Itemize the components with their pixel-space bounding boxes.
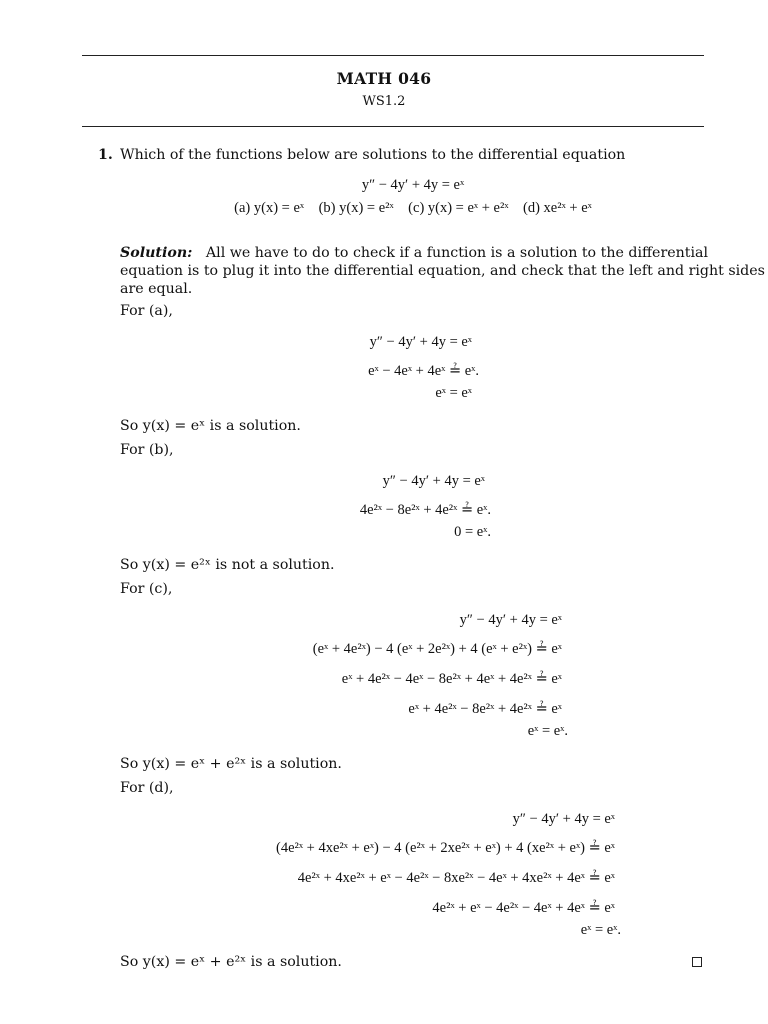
case-b-heading: For (b), xyxy=(120,442,174,458)
header-rule xyxy=(82,126,704,127)
top-rule xyxy=(82,55,704,56)
case-b-line: y″ − 4y′ + 4y = eˣ xyxy=(382,473,485,489)
case-c-line: y″ − 4y′ + 4y = eˣ xyxy=(459,612,562,628)
course-title: MATH 046 xyxy=(336,69,432,88)
case-d-line: y″ − 4y′ + 4y = eˣ xyxy=(512,811,615,827)
case-b-line: 4e²ˣ − 8e²ˣ + 4e²ˣ ≟ eˣ. xyxy=(359,502,491,518)
case-c-line: eˣ = eˣ. xyxy=(527,723,568,739)
case-c-line: (eˣ + 4e²ˣ) − 4 (eˣ + 2e²ˣ) + 4 (eˣ + e²ˣ) ≟ eˣ xyxy=(312,641,562,657)
case-a-line: y″ − 4y′ + 4y = eˣ xyxy=(369,334,472,350)
case-a-line: eˣ = eˣ xyxy=(435,385,472,401)
case-a-line: eˣ − 4eˣ + 4eˣ ≟ eˣ. xyxy=(368,363,479,379)
case-c-heading: For (c), xyxy=(120,581,173,597)
case-c-line: eˣ + 4e²ˣ − 4eˣ − 8e²ˣ + 4eˣ + 4e²ˣ ≟ eˣ xyxy=(341,671,562,687)
intro-line: All we have to do to check if a function is a solution to the differential xyxy=(205,245,709,261)
case-d-line: 4e²ˣ + eˣ − 4e²ˣ − 4eˣ + 4eˣ ≟ eˣ xyxy=(432,900,615,916)
case-a-conclusion: So y(x) = eˣ is a solution. xyxy=(120,418,301,434)
solution-label: Solution: xyxy=(120,245,193,261)
case-d-line: (4e²ˣ + 4xe²ˣ + eˣ) − 4 (e²ˣ + 2xe²ˣ + eˣ) + 4 (xe²ˣ + eˣ) ≟ eˣ xyxy=(276,840,615,856)
problem-prompt: Which of the functions below are solutions to the differential equation xyxy=(120,147,626,163)
case-b-line: 0 = eˣ. xyxy=(454,524,491,540)
case-d-line: eˣ = eˣ. xyxy=(580,922,621,938)
problem-number: 1. xyxy=(98,147,113,163)
case-b-conclusion: So y(x) = e²ˣ is not a solution. xyxy=(120,557,335,573)
case-c-conclusion: So y(x) = eˣ + e²ˣ is a solution. xyxy=(120,756,342,772)
case-d-line: 4e²ˣ + 4xe²ˣ + eˣ − 4e²ˣ − 8xe²ˣ − 4eˣ + 4xe²ˣ + 4eˣ ≟ eˣ xyxy=(297,870,615,886)
intro-line: are equal. xyxy=(120,281,193,297)
worksheet-label: WS1.2 xyxy=(362,94,406,109)
case-d-heading: For (d), xyxy=(120,780,174,796)
case-a-heading: For (a), xyxy=(120,303,173,319)
case-c-line: eˣ + 4e²ˣ − 8e²ˣ + 4e²ˣ ≟ eˣ xyxy=(408,701,562,717)
intro-line: equation is to plug it into the differential equation, and check that the left and right sides xyxy=(120,263,765,279)
problem-equation: y″ − 4y′ + 4y = eˣ xyxy=(361,177,465,193)
solution-intro xyxy=(120,244,765,298)
problem-options: (a) y(x) = eˣ (b) y(x) = e²ˣ (c) y(x) = eˣ + e²ˣ (d) xe²ˣ + eˣ xyxy=(234,200,592,216)
qed-square-icon xyxy=(692,957,702,967)
case-d-conclusion: So y(x) = eˣ + e²ˣ is a solution. xyxy=(120,954,342,970)
